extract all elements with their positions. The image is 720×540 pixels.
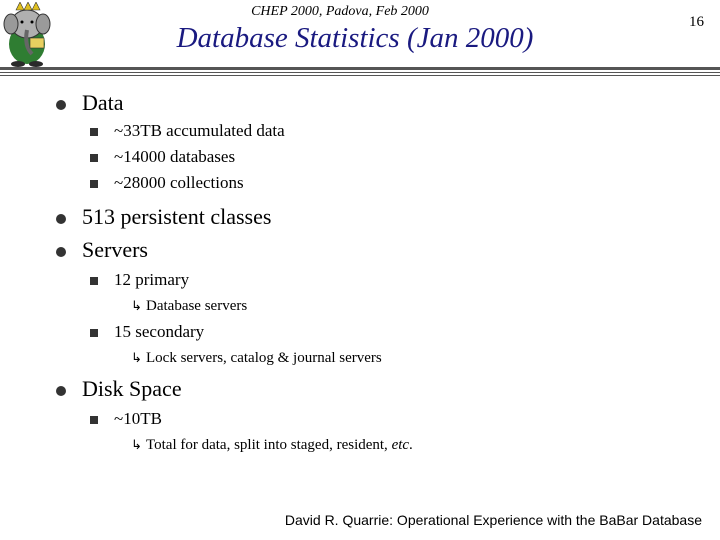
header-rule-thick bbox=[0, 67, 720, 70]
list-item: ~33TB accumulated data bbox=[114, 121, 285, 140]
heading-persistent-classes: 513 persistent classes bbox=[82, 204, 272, 229]
bullet-square-icon bbox=[90, 416, 98, 424]
header-rule-thin-2 bbox=[0, 75, 720, 76]
bullet-dot-icon bbox=[56, 100, 66, 110]
detail-etc: etc bbox=[391, 437, 410, 453]
bullet-square-icon bbox=[90, 329, 98, 337]
footer-credit: David R. Quarrie: Operational Experience with the BaBar Database bbox=[284, 512, 702, 528]
servers-primary-detail: Database servers bbox=[146, 298, 248, 314]
bullet-dot-icon bbox=[56, 247, 66, 257]
conference-label: CHEP 2000, Padova, Feb 2000 bbox=[251, 4, 429, 19]
header-rule-thin bbox=[0, 72, 720, 73]
heading-servers: Servers bbox=[82, 237, 148, 262]
heading-disk-space: Disk Space bbox=[82, 376, 182, 401]
list-item: ~28000 collections bbox=[114, 173, 244, 192]
detail-period: . bbox=[409, 437, 413, 453]
slide-title: Database Statistics (Jan 2000) bbox=[176, 22, 534, 54]
bullet-dot-icon bbox=[56, 386, 66, 396]
return-arrow-icon: ↳ bbox=[131, 438, 142, 453]
detail-text: Total for data, split into staged, resident, bbox=[146, 437, 392, 453]
servers-primary: 12 primary bbox=[114, 270, 190, 289]
bullet-square-icon bbox=[90, 128, 98, 136]
page-number: 16 bbox=[689, 14, 704, 30]
bullet-square-icon bbox=[90, 154, 98, 162]
return-arrow-icon: ↳ bbox=[131, 351, 142, 366]
return-arrow-icon: ↳ bbox=[131, 299, 142, 314]
bullet-square-icon bbox=[90, 277, 98, 285]
heading-data: Data bbox=[82, 90, 124, 115]
bullet-dot-icon bbox=[56, 214, 66, 224]
disk-space-size: ~10TB bbox=[114, 409, 162, 428]
disk-space-detail bbox=[146, 437, 413, 454]
list-item: ~14000 databases bbox=[114, 147, 236, 166]
bullet-square-icon bbox=[90, 180, 98, 188]
servers-secondary-detail: Lock servers, catalog & journal servers bbox=[146, 350, 382, 366]
servers-secondary: 15 secondary bbox=[114, 322, 205, 341]
